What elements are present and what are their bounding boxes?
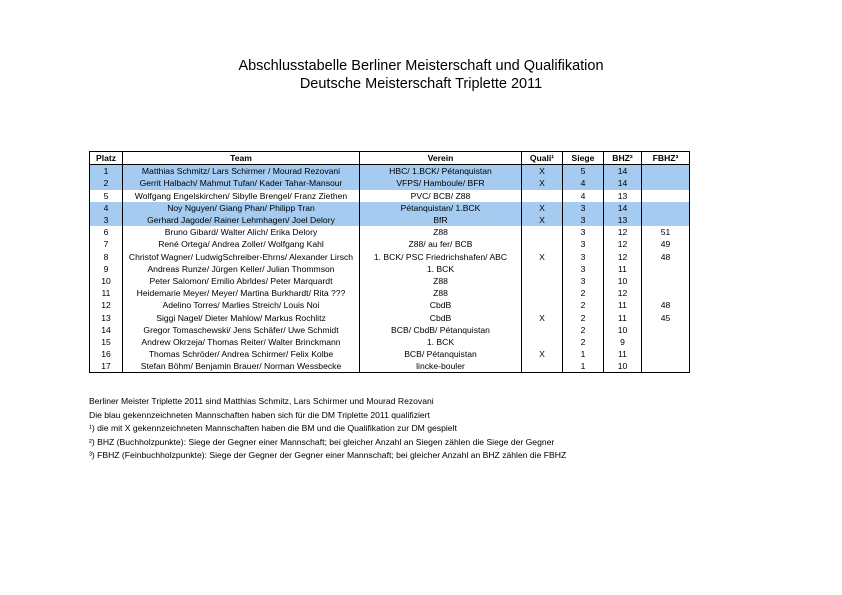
cell-siege: 3: [563, 275, 604, 287]
cell-verein: Z88: [360, 226, 522, 238]
cell-platz: 14: [90, 324, 123, 336]
cell-siege: 3: [563, 238, 604, 250]
table-row: [90, 202, 690, 214]
cell-team: René Ortega/ Andrea Zoller/ Wolfgang Kahl: [123, 238, 360, 250]
cell-quali: [522, 287, 563, 299]
cell-bhz: 13: [604, 190, 642, 202]
cell-quali: X: [522, 202, 563, 214]
cell-platz: 17: [90, 360, 123, 373]
cell-verein: 1. BCK/ PSC Friedrichshafen/ ABC: [360, 251, 522, 263]
cell-platz: 3: [90, 214, 123, 226]
cell-team: Bruno Gibard/ Walter Alich/ Erika Delory: [123, 226, 360, 238]
table-row: [90, 190, 690, 202]
cell-bhz: 12: [604, 287, 642, 299]
cell-verein: BfR: [360, 214, 522, 226]
cell-team: Stefan Böhm/ Benjamin Brauer/ Norman Wessbecke: [123, 360, 360, 373]
cell-platz: 2: [90, 177, 123, 189]
cell-bhz: 10: [604, 324, 642, 336]
cell-bhz: 11: [604, 263, 642, 275]
note-bhz-footnote: ²) BHZ (Buchholzpunkte): Siege der Gegner einer Mannschaft; bei gleicher Anzahl an Siegen zählen die Siege der Gegner: [89, 436, 555, 447]
cell-quali: X: [522, 214, 563, 226]
cell-verein: lincke-bouler: [360, 360, 522, 373]
col-header-quali: Quali¹: [522, 152, 563, 165]
cell-bhz: 11: [604, 348, 642, 360]
col-header-bhz: BHZ²: [604, 152, 642, 165]
cell-bhz: 14: [604, 202, 642, 214]
cell-siege: 1: [563, 360, 604, 373]
cell-siege: 3: [563, 251, 604, 263]
cell-siege: 5: [563, 165, 604, 178]
cell-platz: 7: [90, 238, 123, 250]
cell-platz: 12: [90, 299, 123, 311]
table-row: [90, 275, 690, 287]
table-row: [90, 336, 690, 348]
cell-fbhz: 48: [642, 251, 690, 263]
cell-siege: 2: [563, 299, 604, 311]
table-row: [90, 360, 690, 373]
cell-fbhz: [642, 275, 690, 287]
cell-verein: CbdB: [360, 311, 522, 323]
col-header-team: Team: [123, 152, 360, 165]
cell-verein: 1. BCK: [360, 263, 522, 275]
cell-siege: 3: [563, 214, 604, 226]
table-row: [90, 238, 690, 250]
table-row: [90, 177, 690, 189]
cell-siege: 2: [563, 311, 604, 323]
cell-fbhz: [642, 177, 690, 189]
col-header-siege: Siege: [563, 152, 604, 165]
cell-verein: VFPS/ Hamboule/ BFR: [360, 177, 522, 189]
cell-platz: 1: [90, 165, 123, 178]
cell-fbhz: [642, 348, 690, 360]
cell-verein: CbdB: [360, 299, 522, 311]
cell-fbhz: 48: [642, 299, 690, 311]
cell-fbhz: [642, 202, 690, 214]
cell-team: Matthias Schmitz/ Lars Schirmer / Mourad Rezovani: [123, 165, 360, 178]
table-row: [90, 348, 690, 360]
table-row: [90, 165, 690, 178]
note-qualified: Die blau gekennzeichneten Mannschaften haben sich für die DM Triplette 2011 qualifiziert: [89, 409, 430, 420]
cell-platz: 15: [90, 336, 123, 348]
cell-team: Wolfgang Engelskirchen/ Sibylle Brengel/ Franz Ziethen: [123, 190, 360, 202]
cell-team: Christof Wagner/ LudwigSchreiber-Ehrns/ Alexander Lirsch: [123, 251, 360, 263]
cell-team: Gregor Tomaschewski/ Jens Schäfer/ Uwe Schmidt: [123, 324, 360, 336]
cell-fbhz: [642, 287, 690, 299]
cell-bhz: 14: [604, 177, 642, 189]
note-quali-footnote: ¹) die mit X gekennzeichneten Mannschaften haben die BM und die Qualifikation zur DM gespielt: [89, 423, 457, 434]
cell-quali: [522, 238, 563, 250]
cell-verein: Z88/ au fer/ BCB: [360, 238, 522, 250]
cell-fbhz: [642, 190, 690, 202]
cell-team: Peter Salomon/ Emilio Abrldes/ Peter Marquardt: [123, 275, 360, 287]
cell-platz: 6: [90, 226, 123, 238]
table-row: [90, 251, 690, 263]
cell-team: Gerrit Halbach/ Mahmut Tufan/ Kader Tahar-Mansour: [123, 177, 360, 189]
cell-verein: Z88: [360, 287, 522, 299]
cell-siege: 3: [563, 263, 604, 275]
cell-bhz: 12: [604, 226, 642, 238]
cell-quali: X: [522, 311, 563, 323]
cell-team: Gerhard Jagode/ Rainer Lehmhagen/ Joel Delory: [123, 214, 360, 226]
cell-siege: 2: [563, 336, 604, 348]
cell-siege: 4: [563, 177, 604, 189]
cell-bhz: 14: [604, 165, 642, 178]
cell-platz: 11: [90, 287, 123, 299]
cell-fbhz: 49: [642, 238, 690, 250]
cell-quali: X: [522, 251, 563, 263]
footnotes: [89, 395, 566, 463]
col-header-verein: Verein: [360, 152, 522, 165]
cell-quali: [522, 190, 563, 202]
cell-bhz: 10: [604, 360, 642, 373]
cell-verein: PVC/ BCB/ Z88: [360, 190, 522, 202]
cell-bhz: 9: [604, 336, 642, 348]
cell-verein: BCB/ Pétanquistan: [360, 348, 522, 360]
cell-fbhz: [642, 336, 690, 348]
table-row: [90, 214, 690, 226]
cell-fbhz: [642, 214, 690, 226]
table-row: [90, 226, 690, 238]
cell-quali: X: [522, 348, 563, 360]
cell-verein: 1. BCK: [360, 336, 522, 348]
cell-quali: [522, 324, 563, 336]
cell-siege: 1: [563, 348, 604, 360]
cell-team: Andreas Runze/ Jürgen Keller/ Julian Thommson: [123, 263, 360, 275]
cell-quali: X: [522, 177, 563, 189]
cell-siege: 2: [563, 287, 604, 299]
cell-team: Andrew Okrzeja/ Thomas Reiter/ Walter Brinckmann: [123, 336, 360, 348]
cell-team: Heidemarie Meyer/ Meyer/ Martina Burkhardt/ Rita ???: [123, 287, 360, 299]
cell-quali: [522, 299, 563, 311]
cell-quali: [522, 226, 563, 238]
col-header-fbhz: FBHZ³: [642, 152, 690, 165]
cell-team: Siggi Nagel/ Dieter Mahlow/ Markus Rochlitz: [123, 311, 360, 323]
cell-team: Adelino Torres/ Marlies Streich/ Louis Noi: [123, 299, 360, 311]
cell-fbhz: [642, 165, 690, 178]
results-table: [89, 151, 690, 373]
cell-team: Thomas Schröder/ Andrea Schirmer/ Felix Kolbe: [123, 348, 360, 360]
page-subtitle: Deutsche Meisterschaft Triplette 2011: [299, 76, 543, 92]
table-header-row: [90, 152, 690, 165]
cell-platz: 13: [90, 311, 123, 323]
cell-platz: 10: [90, 275, 123, 287]
table-row: [90, 287, 690, 299]
col-header-platz: Platz: [90, 152, 123, 165]
cell-siege: 3: [563, 226, 604, 238]
cell-team: Noy Nguyen/ Giang Phan/ Philipp Tran: [123, 202, 360, 214]
cell-bhz: 11: [604, 299, 642, 311]
cell-fbhz: [642, 324, 690, 336]
cell-fbhz: [642, 263, 690, 275]
cell-fbhz: [642, 360, 690, 373]
cell-siege: 4: [563, 190, 604, 202]
cell-platz: 5: [90, 190, 123, 202]
cell-bhz: 12: [604, 251, 642, 263]
table-row: [90, 311, 690, 323]
cell-verein: Pétanquistan/ 1.BCK: [360, 202, 522, 214]
cell-platz: 4: [90, 202, 123, 214]
cell-quali: [522, 275, 563, 287]
table-row: [90, 299, 690, 311]
cell-platz: 16: [90, 348, 123, 360]
cell-fbhz: 51: [642, 226, 690, 238]
cell-platz: 9: [90, 263, 123, 275]
table-row: [90, 324, 690, 336]
cell-platz: 8: [90, 251, 123, 263]
cell-quali: [522, 336, 563, 348]
table-row: [90, 263, 690, 275]
cell-siege: 3: [563, 202, 604, 214]
cell-bhz: 10: [604, 275, 642, 287]
cell-quali: [522, 263, 563, 275]
page-title: Abschlusstabelle Berliner Meisterschaft und Qualifikation: [238, 58, 604, 74]
cell-quali: [522, 360, 563, 373]
cell-verein: Z88: [360, 275, 522, 287]
cell-verein: HBC/ 1.BCK/ Pétanquistan: [360, 165, 522, 178]
cell-bhz: 12: [604, 238, 642, 250]
cell-siege: 2: [563, 324, 604, 336]
note-fbhz-footnote: ³) FBHZ (Feinbuchholzpunkte): Siege der Gegner der Gegner einer Mannschaft; bei gleicher Anzahl an BHZ zählen die FBHZ: [89, 450, 567, 461]
cell-bhz: 13: [604, 214, 642, 226]
cell-quali: X: [522, 165, 563, 178]
note-champions: Berliner Meister Triplette 2011 sind Matthias Schmitz, Lars Schirmer und Mourad Rezovani: [89, 396, 434, 406]
cell-bhz: 11: [604, 311, 642, 323]
cell-verein: BCB/ CbdB/ Pétanquistan: [360, 324, 522, 336]
cell-fbhz: 45: [642, 311, 690, 323]
